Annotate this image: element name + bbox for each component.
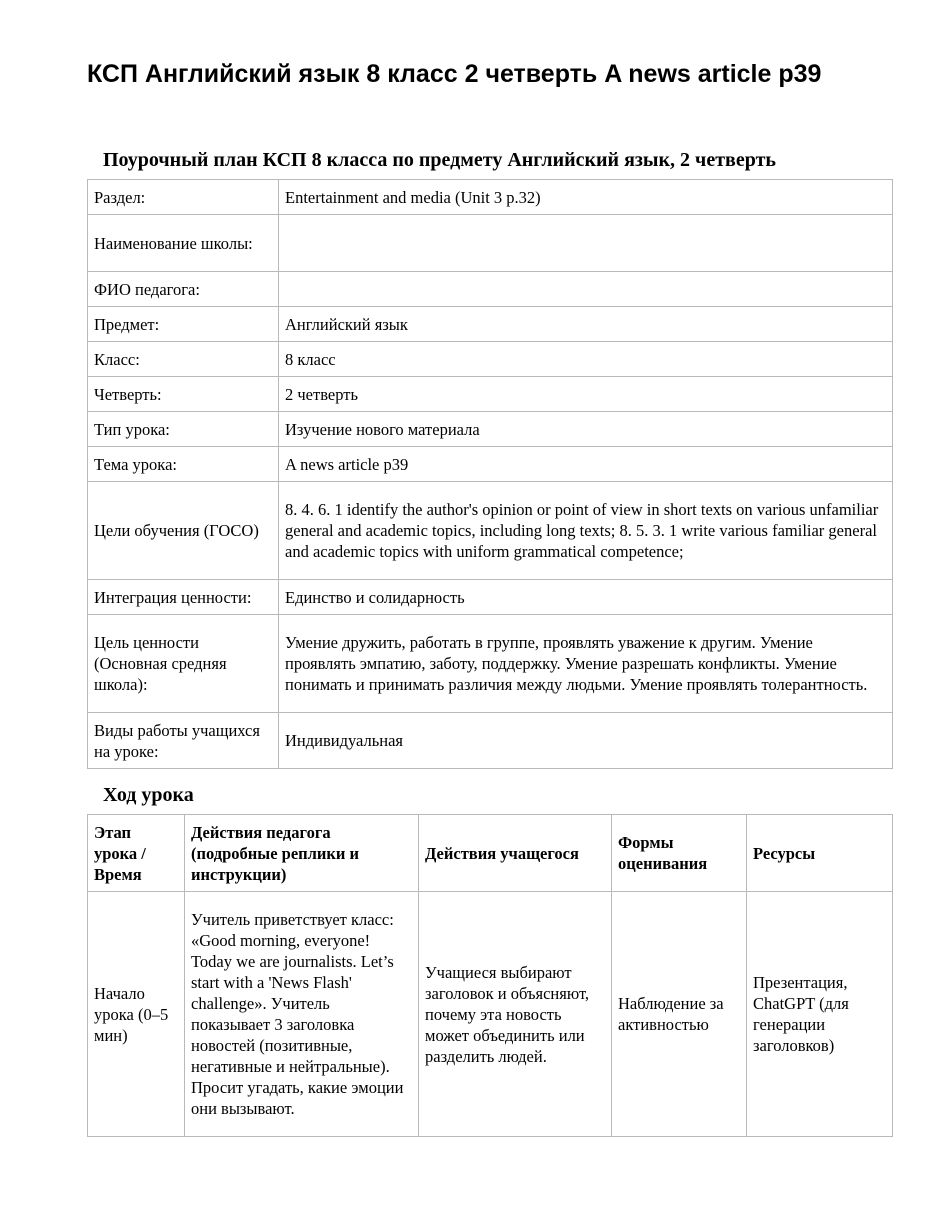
info-value: Entertainment and media (Unit 3 p.32) [279,180,893,215]
table-row [88,615,893,713]
table-row [88,215,893,272]
info-value: A news article p39 [279,447,893,482]
lesson-heading: Ход урока [103,784,194,806]
info-value [279,215,893,272]
column-header-student-actions: Действия учащегося [419,815,612,892]
info-value: Индивидуальная [279,713,893,769]
column-header-stage: Этап урока / Время [88,815,185,892]
info-value: 8 класс [279,342,893,377]
plan-heading: Поурочный план КСП 8 класса по предмету Английский язык, 2 четверть [103,149,776,171]
table-row [88,307,893,342]
column-header-teacher-actions: Действия педагога (подробные реплики и инструкции) [185,815,419,892]
info-value: 8. 4. 6. 1 identify the author's opinion or point of view in short texts on various unfamiliar general and academic topics, including long texts; 8. 5. 3. 1 write various familiar general and academic topics with uniform grammatical competence; [279,482,893,580]
cell-stage: Начало урока (0–5 мин) [88,892,185,1137]
info-value: Умение дружить, работать в группе, проявлять уважение к другим. Умение проявлять эмпатию, заботу, поддержку. Умение разрешать конфликты. Умение понимать и принимать различия между людьми. Умение проявлять толерантность. [279,615,893,713]
table-row [88,377,893,412]
table-row [88,482,893,580]
info-label: Класс: [88,342,279,377]
table-row [88,272,893,307]
cell-teacher-actions: Учитель приветствует класс: «Good morning, everyone! Today we are journalists. Let’s start with a 'News Flash' challenge». Учитель показывает 3 заголовка новостей (позитивные, негативные и нейтральные). Просит угадать, какие эмоции они вызывают. [185,892,419,1137]
info-label: Тип урока: [88,412,279,447]
info-value [279,272,893,307]
document-title: КСП Английский язык 8 класс 2 четверть A news article p39 [87,60,822,88]
info-value: Изучение нового материала [279,412,893,447]
table-row [88,892,893,1137]
info-label: Виды работы учащихся на уроке: [88,713,279,769]
info-label: Наименование школы: [88,215,279,272]
cell-student-actions: Учащиеся выбирают заголовок и объясняют, почему эта новость может объединить или разделить людей. [419,892,612,1137]
info-label: Тема урока: [88,447,279,482]
column-header-resources: Ресурсы [747,815,893,892]
column-header-assessment: Формы оценивания [612,815,747,892]
info-label: Интеграция ценности: [88,580,279,615]
info-value: 2 четверть [279,377,893,412]
cell-assessment: Наблюдение за активностью [612,892,747,1137]
table-row [88,713,893,769]
table-row [88,342,893,377]
info-label: Цели обучения (ГОСО) [88,482,279,580]
info-label: Раздел: [88,180,279,215]
table-row [88,412,893,447]
info-label: ФИО педагога: [88,272,279,307]
cell-resources: Презентация, ChatGPT (для генерации заголовков) [747,892,893,1137]
table-row [88,180,893,215]
info-label: Предмет: [88,307,279,342]
info-value: Английский язык [279,307,893,342]
lesson-flow-table [87,814,893,1137]
lesson-info-table [87,179,893,769]
info-value: Единство и солидарность [279,580,893,615]
info-label: Цель ценности (Основная средняя школа): [88,615,279,713]
table-header-row [88,815,893,892]
info-label: Четверть: [88,377,279,412]
table-row [88,580,893,615]
table-row [88,447,893,482]
